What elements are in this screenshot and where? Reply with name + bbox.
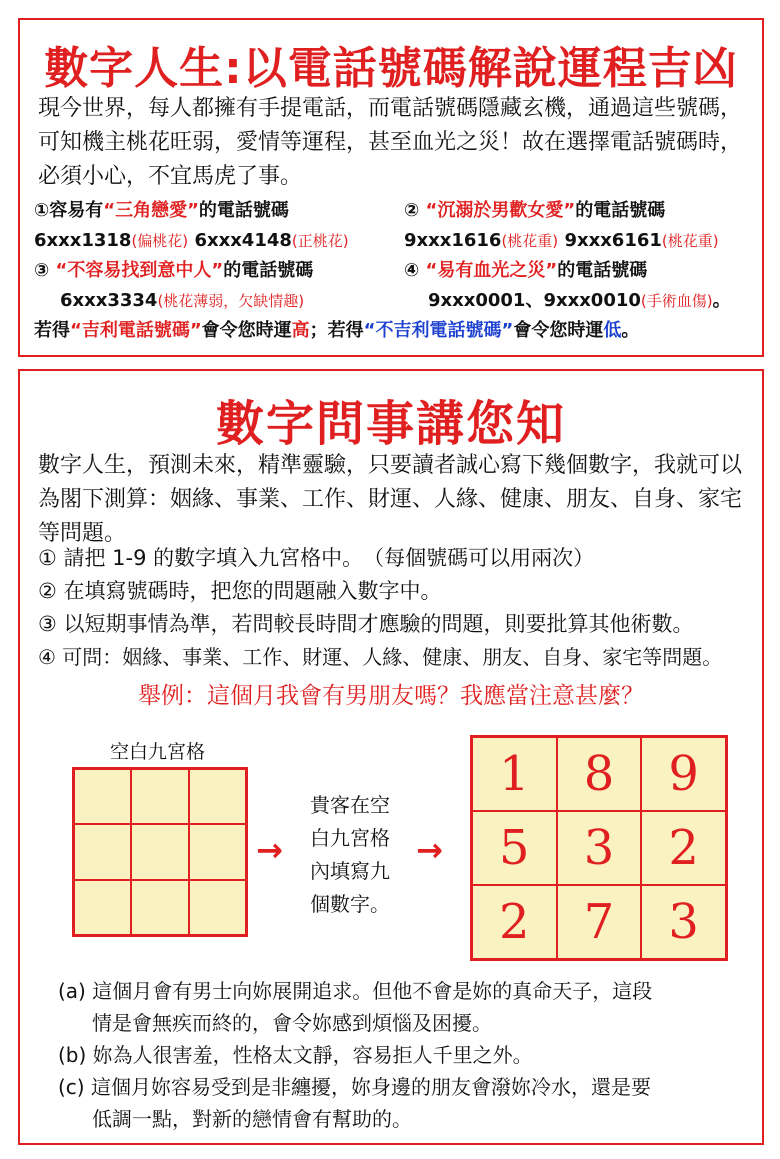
item-1-examples: 6xxx1318(偏桃花) 6xxx4148(正桃花)	[34, 230, 349, 251]
item-2-heading: ② “沉溺於男歡女愛”的電話號碼	[404, 200, 666, 221]
answer-b: (b) 妳為人很害羞，性格太文靜，容易拒人千里之外。	[58, 1043, 533, 1067]
grid-number: 1	[472, 737, 557, 811]
section1-intro: 現今世界，每人都擁有手提電話，而電話號碼隱藏玄機，通過這些號碼，可知機主桃花旺弱，愛情等運程，甚至血光之災！故在選擇電話號碼時，必須小心，不宜馬虎了事。	[38, 96, 743, 189]
grid-cell	[131, 880, 188, 935]
item-4-heading: ④ “易有血光之災”的電話號碼	[404, 260, 648, 281]
grid-number: 8	[557, 737, 642, 811]
grid-cell	[74, 769, 131, 824]
grid-number: 9	[641, 737, 726, 811]
step-3: ③ 以短期事情為準，若問較長時間才應驗的問題，則要批算其他術數。	[38, 612, 694, 636]
answer-a: (a) 這個月會有男士向妳展開追求。但他不會是妳的真命天子，這段 情是會無疾而終的，會令妳感到煩惱及困擾。	[58, 979, 653, 1035]
grid-cell	[189, 880, 246, 935]
phone-number-section	[18, 18, 764, 357]
section2-title: 數字問事講您知	[215, 396, 566, 452]
grid-cell	[131, 824, 188, 879]
item-3-examples: 6xxx3334(桃花薄弱，欠缺情趣)	[60, 290, 305, 311]
grid-cell	[74, 880, 131, 935]
item-1-heading: ①容易有“三角戀愛”的電話號碼	[34, 200, 289, 221]
empty-grid-label: 空白九宮格	[110, 741, 206, 763]
number-divination-section	[18, 369, 764, 1145]
item-4-examples: 9xxx0001、9xxx0010(手術血傷)。	[428, 290, 731, 311]
grid-cell	[131, 769, 188, 824]
right-arrow-icon: →	[256, 831, 283, 869]
item-3-heading: ③ “不容易找到意中人”的電話號碼	[34, 260, 314, 281]
answer-c: (c) 這個月妳容易受到是非纏擾，妳身邊的朋友會潑妳冷水，還是要 低調一點，對新的戀情會有幫助的。	[58, 1075, 651, 1131]
step-1: ① 請把 1-9 的數字填入九宮格中。 （每個號碼可以用兩次）	[38, 546, 595, 570]
grid-number: 7	[557, 885, 642, 959]
filled-nine-grid	[470, 735, 728, 961]
example-question: 舉例：這個月我會有男朋友嗎？我應當注意甚麼？	[138, 683, 644, 709]
grid-number: 2	[641, 811, 726, 885]
instruction-text: 貴客在空 白九宮格 內填寫九 個數字。	[310, 793, 390, 916]
grid-cell	[189, 824, 246, 879]
section1-footer: 若得“吉利電話號碼”會令您時運高；若得“不吉利電話號碼”會令您時運低。	[34, 320, 640, 341]
grid-cell	[74, 824, 131, 879]
grid-number: 3	[557, 811, 642, 885]
right-arrow-icon: →	[416, 831, 443, 869]
section1-title: 數字人生:以電話號碼解說運程吉凶	[44, 43, 738, 94]
step-4: ④ 可問：姻緣、事業、工作、財運、人緣、健康、朋友、自身、家宅等問題。	[38, 645, 723, 669]
step-2: ② 在填寫號碼時，把您的問題融入數字中。	[38, 579, 442, 603]
grid-number: 2	[472, 885, 557, 959]
empty-nine-grid	[72, 767, 248, 937]
grid-number: 5	[472, 811, 557, 885]
section2-intro: 數字人生，預測未來，精準靈驗，只要讀者誠心寫下幾個數字，我就可以為閣下測算：姻緣、事業、工作、財運、人緣、健康、朋友、自身、家宅等問題。	[38, 453, 743, 546]
grid-cell	[189, 769, 246, 824]
grid-number: 3	[641, 885, 726, 959]
item-2-examples: 9xxx1616(桃花重) 9xxx6161(桃花重)	[404, 230, 719, 251]
